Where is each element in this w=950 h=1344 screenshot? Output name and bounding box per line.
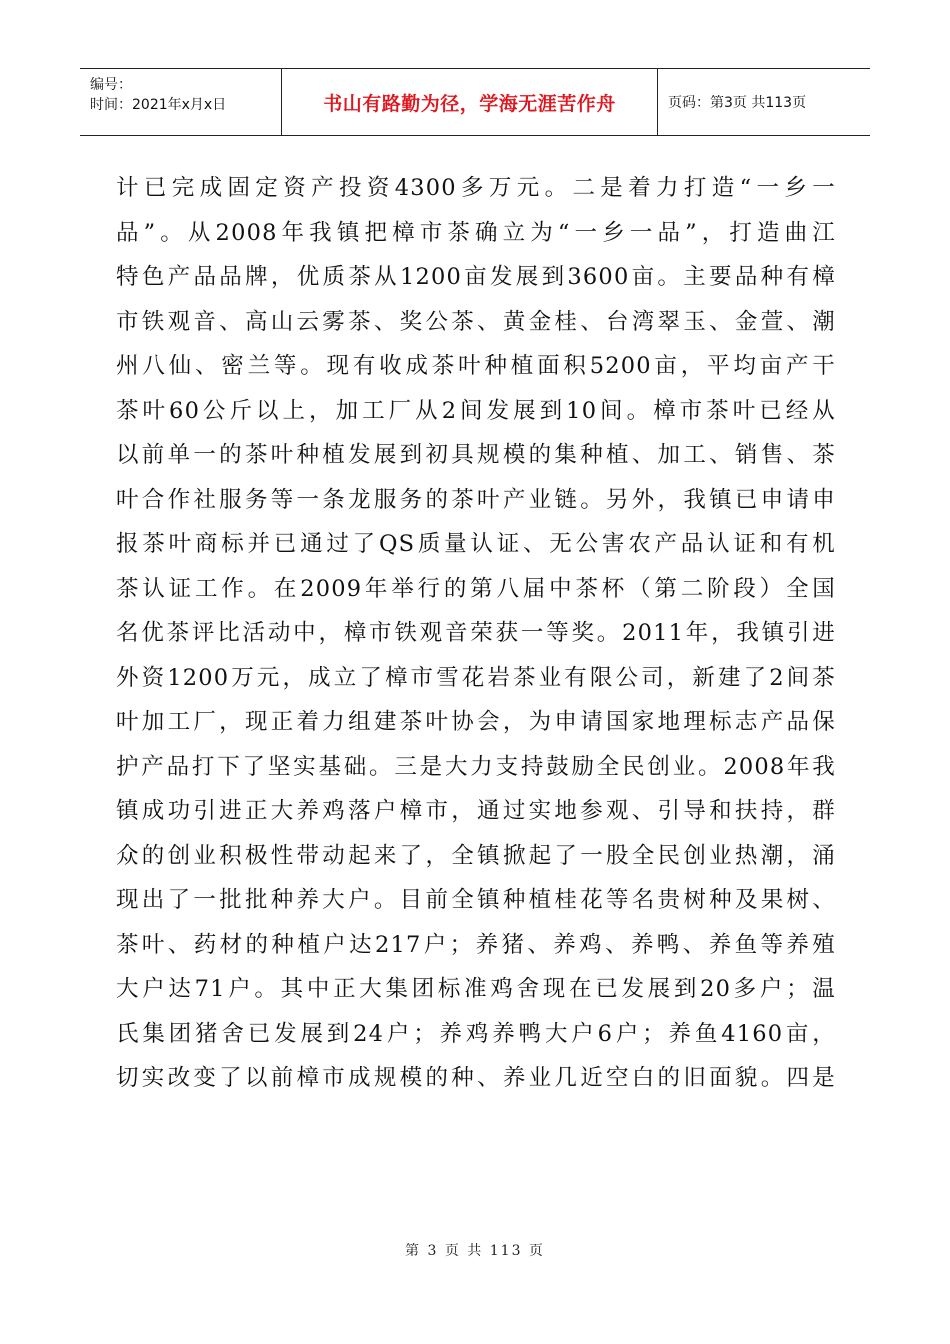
body-line: 茶认证工作。在2009年举行的第八届中茶杯（第二阶段）全国 (116, 575, 836, 602)
page-footer (0, 1240, 950, 1260)
body-line: 州八仙、密兰等。现有收成茶叶种植面积5200亩，平均亩产干 (116, 353, 836, 379)
body-line: 叶合作社服务等一条龙服务的茶叶产业链。另外，我镇已申请申 (116, 486, 836, 513)
number-label: 编号： (90, 77, 132, 93)
body-line: 计已完成固定资产投资4300多万元。二是着力打造“一乡一 (116, 175, 836, 201)
body-line: 镇成功引进正大养鸡落户樟市，通过实地参观、引导和扶持，群 (116, 798, 836, 824)
document-body (116, 166, 836, 1101)
body-line: 特色产品品牌，优质茶从1200亩发展到3600亩。主要品种有樟 (116, 264, 836, 290)
body-line: 品”。从2008年我镇把樟市茶确立为“一乡一品”，打造曲江 (116, 219, 836, 246)
header-motto-cell (282, 69, 658, 135)
body-line: 外资1200万元，成立了樟市雪花岩茶业有限公司，新建了2间茶 (116, 664, 836, 691)
page-header (80, 68, 870, 136)
page-info-text: 页码：第3页 共113页 (668, 95, 807, 111)
body-line: 氏集团猪舍已发展到24户；养鸡养鸭大户6户；养鱼4160亩， (116, 1020, 836, 1047)
body-line: 茶叶60公斤以上，加工厂从2间发展到10间。樟市茶叶已经从 (116, 397, 836, 424)
body-line: 市铁观音、高山云雾茶、奖公茶、黄金桂、台湾翠玉、金萱、潮 (116, 308, 836, 335)
body-line: 茶叶、药材的种植户达217户；养猪、养鸡、养鸭、养鱼等养殖 (116, 931, 836, 958)
time-label: 时间：2021年x月x日 (90, 97, 227, 113)
body-line: 大户达71户。其中正大集团标准鸡舍现在已发展到20多户；温 (116, 976, 836, 1002)
motto-text: 书山有路勤为径，学海无涯苦作舟 (323, 92, 616, 115)
body-line: 众的创业积极性带动起来了，全镇掀起了一股全民创业热潮，涌 (116, 842, 836, 869)
body-line: 现出了一批批种养大户。目前全镇种植桂花等名贵树种及果树、 (116, 887, 836, 913)
body-line: 报茶叶商标并已通过了QS质量认证、无公害农产品认证和有机 (116, 531, 836, 557)
body-line: 叶加工厂，现正着力组建茶叶协会，为申请国家地理标志产品保 (116, 709, 836, 735)
body-line: 名优茶评比活动中，樟市铁观音荣获一等奖。2011年，我镇引进 (116, 620, 836, 646)
footer-page-number: 第 3 页 共 113 页 (405, 1243, 545, 1259)
body-line: 护产品打下了坚实基础。三是大力支持鼓励全民创业。2008年我 (116, 753, 836, 780)
header-page-info (658, 69, 870, 135)
header-meta (80, 69, 282, 135)
body-line: 切实改变了以前樟市成规模的种、养业几近空白的旧面貌。四是 (116, 1065, 836, 1091)
body-line: 以前单一的茶叶种植发展到初具规模的集种植、加工、销售、茶 (116, 442, 836, 468)
